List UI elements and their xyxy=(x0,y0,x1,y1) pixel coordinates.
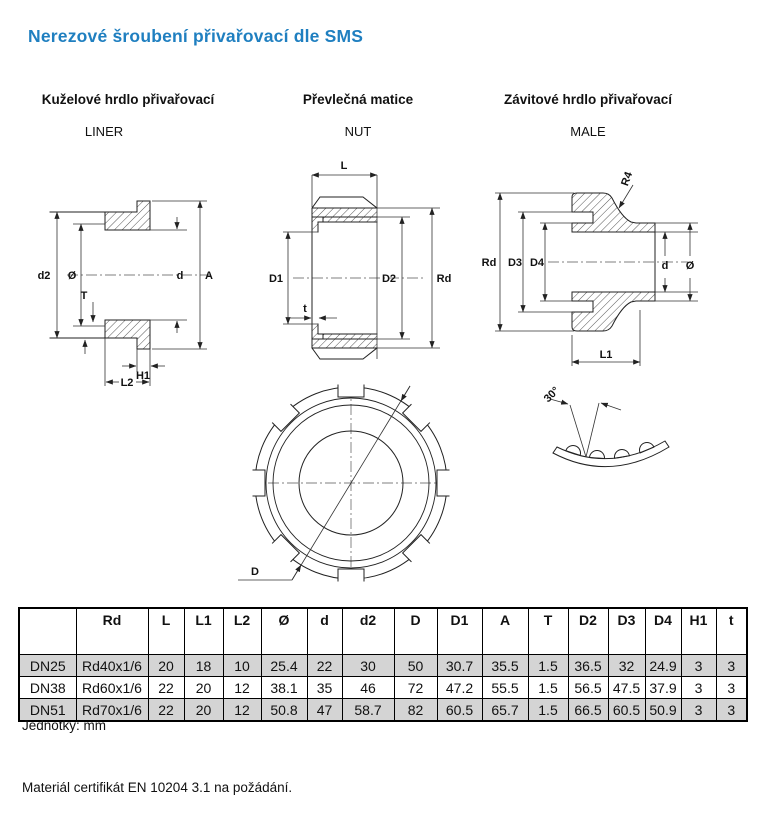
male-dim-dia: Ø xyxy=(685,260,695,272)
units-note: Jednotky: mm xyxy=(22,718,107,733)
liner-dim-d2: d2 xyxy=(37,270,51,282)
table-cell: 20 xyxy=(184,699,223,722)
material-note: Materiál certifikát EN 10204 3.1 na požádání. xyxy=(22,780,293,795)
male-dim-R4: R4 xyxy=(619,170,636,188)
male-dim-D4: D4 xyxy=(529,257,545,269)
liner-dim-L2: L2 xyxy=(120,377,134,389)
table-cell: 3 xyxy=(716,677,747,699)
table-row xyxy=(19,655,747,677)
table-cell: 1.5 xyxy=(528,677,568,699)
table-cell: 50 xyxy=(394,655,437,677)
serration-angle-label: 30° xyxy=(541,384,563,406)
table-cell: 36.5 xyxy=(568,655,608,677)
liner-heading: Kuželové hrdlo přivařovací xyxy=(41,92,215,107)
column-header: D1 xyxy=(437,608,482,655)
table-cell: 12 xyxy=(223,699,261,722)
table-cell: 24.9 xyxy=(645,655,681,677)
column-header: L xyxy=(148,608,184,655)
table-cell: Rd70x1/6 xyxy=(76,699,148,722)
table-cell: 30 xyxy=(342,655,394,677)
row-header: DN25 xyxy=(19,655,76,677)
column-header: t xyxy=(716,608,747,655)
table-cell: 82 xyxy=(394,699,437,722)
nut-heading: Převlečná matice xyxy=(302,92,414,107)
column-header: d2 xyxy=(342,608,394,655)
column-header: D4 xyxy=(645,608,681,655)
column-header: d xyxy=(307,608,342,655)
table-cell: 65.7 xyxy=(482,699,528,722)
table-cell: 30.7 xyxy=(437,655,482,677)
table-cell: 3 xyxy=(681,655,716,677)
male-type-label: MALE xyxy=(570,124,606,139)
table-cell: 47.2 xyxy=(437,677,482,699)
nut-dim-t: t xyxy=(303,303,307,315)
table-cell: 3 xyxy=(681,677,716,699)
table-cell: 46 xyxy=(342,677,394,699)
column-header: L1 xyxy=(184,608,223,655)
dimensions-table xyxy=(18,607,748,722)
column-header: H1 xyxy=(681,608,716,655)
table-cell: 3 xyxy=(681,699,716,722)
column-header: Ø xyxy=(261,608,307,655)
table-cell: 58.7 xyxy=(342,699,394,722)
table-cell: 18 xyxy=(184,655,223,677)
table-cell: 22 xyxy=(148,677,184,699)
male-dim-d: d xyxy=(661,260,669,272)
row-header: DN38 xyxy=(19,677,76,699)
liner-dim-dia: Ø xyxy=(67,270,77,282)
table-cell: 22 xyxy=(148,699,184,722)
nut-dim-D1: D1 xyxy=(268,273,284,285)
liner-dim-d: d xyxy=(176,270,184,282)
row-header: DN51 xyxy=(19,699,76,722)
male-heading: Závitové hrdlo přivařovací xyxy=(503,92,673,107)
table-cell: 35.5 xyxy=(482,655,528,677)
table-cell: 25.4 xyxy=(261,655,307,677)
thread-serration-detail xyxy=(525,383,695,498)
male-drawing xyxy=(470,152,764,372)
table-row xyxy=(19,699,747,722)
table-cell: 3 xyxy=(716,655,747,677)
table-cell: 66.5 xyxy=(568,699,608,722)
column-header: A xyxy=(482,608,528,655)
table-cell: 72 xyxy=(394,677,437,699)
male-dim-D3: D3 xyxy=(507,257,523,269)
nut-dim-L: L xyxy=(340,160,348,172)
table-cell: 20 xyxy=(184,677,223,699)
table-cell: Rd40x1/6 xyxy=(76,655,148,677)
male-dim-Rd: Rd xyxy=(481,257,497,269)
table-cell: 55.5 xyxy=(482,677,528,699)
table-cell: 50.8 xyxy=(261,699,307,722)
male-dim-L1: L1 xyxy=(599,349,613,361)
liner-dim-H1: H1 xyxy=(135,370,151,382)
liner-dim-T: T xyxy=(80,290,88,302)
table-cell: 22 xyxy=(307,655,342,677)
table-cell: 35 xyxy=(307,677,342,699)
table-cell: 47 xyxy=(307,699,342,722)
table-cell: 38.1 xyxy=(261,677,307,699)
column-header: T xyxy=(528,608,568,655)
table-cell: 50.9 xyxy=(645,699,681,722)
column-header xyxy=(19,608,76,655)
table-cell: Rd60x1/6 xyxy=(76,677,148,699)
table-cell: 20 xyxy=(148,655,184,677)
nut-type-label: NUT xyxy=(344,124,372,139)
nut-dim-Rd: Rd xyxy=(436,273,452,285)
table-cell: 12 xyxy=(223,677,261,699)
column-header: L2 xyxy=(223,608,261,655)
table-cell: 56.5 xyxy=(568,677,608,699)
nut-dim-D2: D2 xyxy=(381,273,397,285)
table-cell: 1.5 xyxy=(528,655,568,677)
table-cell: 60.5 xyxy=(437,699,482,722)
table-cell: 60.5 xyxy=(608,699,645,722)
nut-front-view xyxy=(235,383,475,593)
table-cell: 1.5 xyxy=(528,699,568,722)
page-title: Nerezové šroubení přivařovací dle SMS xyxy=(28,26,364,46)
column-header: D2 xyxy=(568,608,608,655)
column-header: D xyxy=(394,608,437,655)
liner-type-label: LINER xyxy=(84,124,124,139)
nut-front-dim-D: D xyxy=(251,566,259,578)
liner-dim-A: A xyxy=(205,270,213,282)
table-cell: 47.5 xyxy=(608,677,645,699)
column-header: Rd xyxy=(76,608,148,655)
table-cell: 3 xyxy=(716,699,747,722)
table-row xyxy=(19,677,747,699)
table-cell: 10 xyxy=(223,655,261,677)
table-cell: 32 xyxy=(608,655,645,677)
dimensions-table-wrap xyxy=(18,607,748,722)
column-header: D3 xyxy=(608,608,645,655)
nut-drawing xyxy=(265,152,480,367)
table-cell: 37.9 xyxy=(645,677,681,699)
liner-drawing xyxy=(15,150,235,400)
